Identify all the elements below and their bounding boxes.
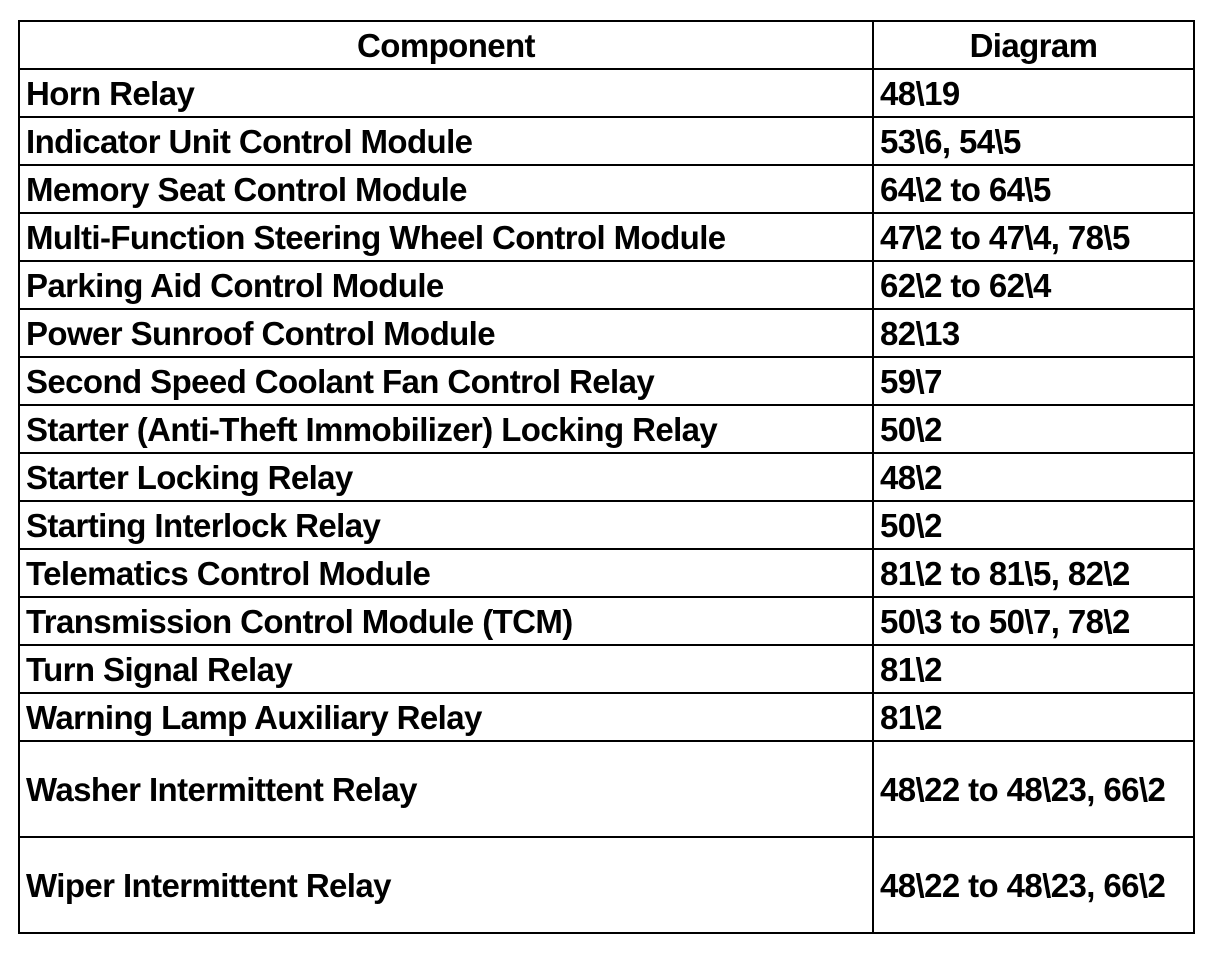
table-row [19,309,1194,357]
diagram-cell: 47\2 to 47\4, 78\5 [873,213,1194,261]
table-row [19,741,1194,837]
diagram-cell: 48\22 to 48\23, 66\2 [873,837,1194,933]
table-row [19,645,1194,693]
table-row [19,213,1194,261]
table-row [19,405,1194,453]
diagram-cell: 81\2 [873,645,1194,693]
table-row [19,501,1194,549]
diagram-cell: 50\2 [873,501,1194,549]
component-cell: Starting Interlock Relay [19,501,873,549]
diagram-cell: 81\2 [873,693,1194,741]
column-header-component: Component [19,21,873,69]
table-row [19,597,1194,645]
component-cell: Parking Aid Control Module [19,261,873,309]
table-row [19,69,1194,117]
table-row [19,837,1194,933]
table-row [19,453,1194,501]
diagram-cell: 50\2 [873,405,1194,453]
component-cell: Telematics Control Module [19,549,873,597]
component-cell: Power Sunroof Control Module [19,309,873,357]
component-cell: Starter Locking Relay [19,453,873,501]
diagram-cell: 64\2 to 64\5 [873,165,1194,213]
component-cell: Second Speed Coolant Fan Control Relay [19,357,873,405]
table-row [19,693,1194,741]
table-row [19,165,1194,213]
diagram-cell: 48\19 [873,69,1194,117]
component-cell: Wiper Intermittent Relay [19,837,873,933]
diagram-cell: 53\6, 54\5 [873,117,1194,165]
component-cell: Multi-Function Steering Wheel Control Module [19,213,873,261]
table-row [19,261,1194,309]
diagram-cell: 82\13 [873,309,1194,357]
component-cell: Turn Signal Relay [19,645,873,693]
component-cell: Memory Seat Control Module [19,165,873,213]
component-cell: Washer Intermittent Relay [19,741,873,837]
component-cell: Horn Relay [19,69,873,117]
component-cell: Indicator Unit Control Module [19,117,873,165]
table-row [19,117,1194,165]
diagram-cell: 81\2 to 81\5, 82\2 [873,549,1194,597]
component-cell: Transmission Control Module (TCM) [19,597,873,645]
table-row [19,357,1194,405]
component-diagram-table [18,20,1195,934]
component-cell: Starter (Anti-Theft Immobilizer) Locking Relay [19,405,873,453]
table-row [19,549,1194,597]
diagram-cell: 48\22 to 48\23, 66\2 [873,741,1194,837]
table-header-row [19,21,1194,69]
diagram-cell: 50\3 to 50\7, 78\2 [873,597,1194,645]
diagram-cell: 59\7 [873,357,1194,405]
diagram-cell: 62\2 to 62\4 [873,261,1194,309]
diagram-cell: 48\2 [873,453,1194,501]
column-header-diagram: Diagram [873,21,1194,69]
component-cell: Warning Lamp Auxiliary Relay [19,693,873,741]
